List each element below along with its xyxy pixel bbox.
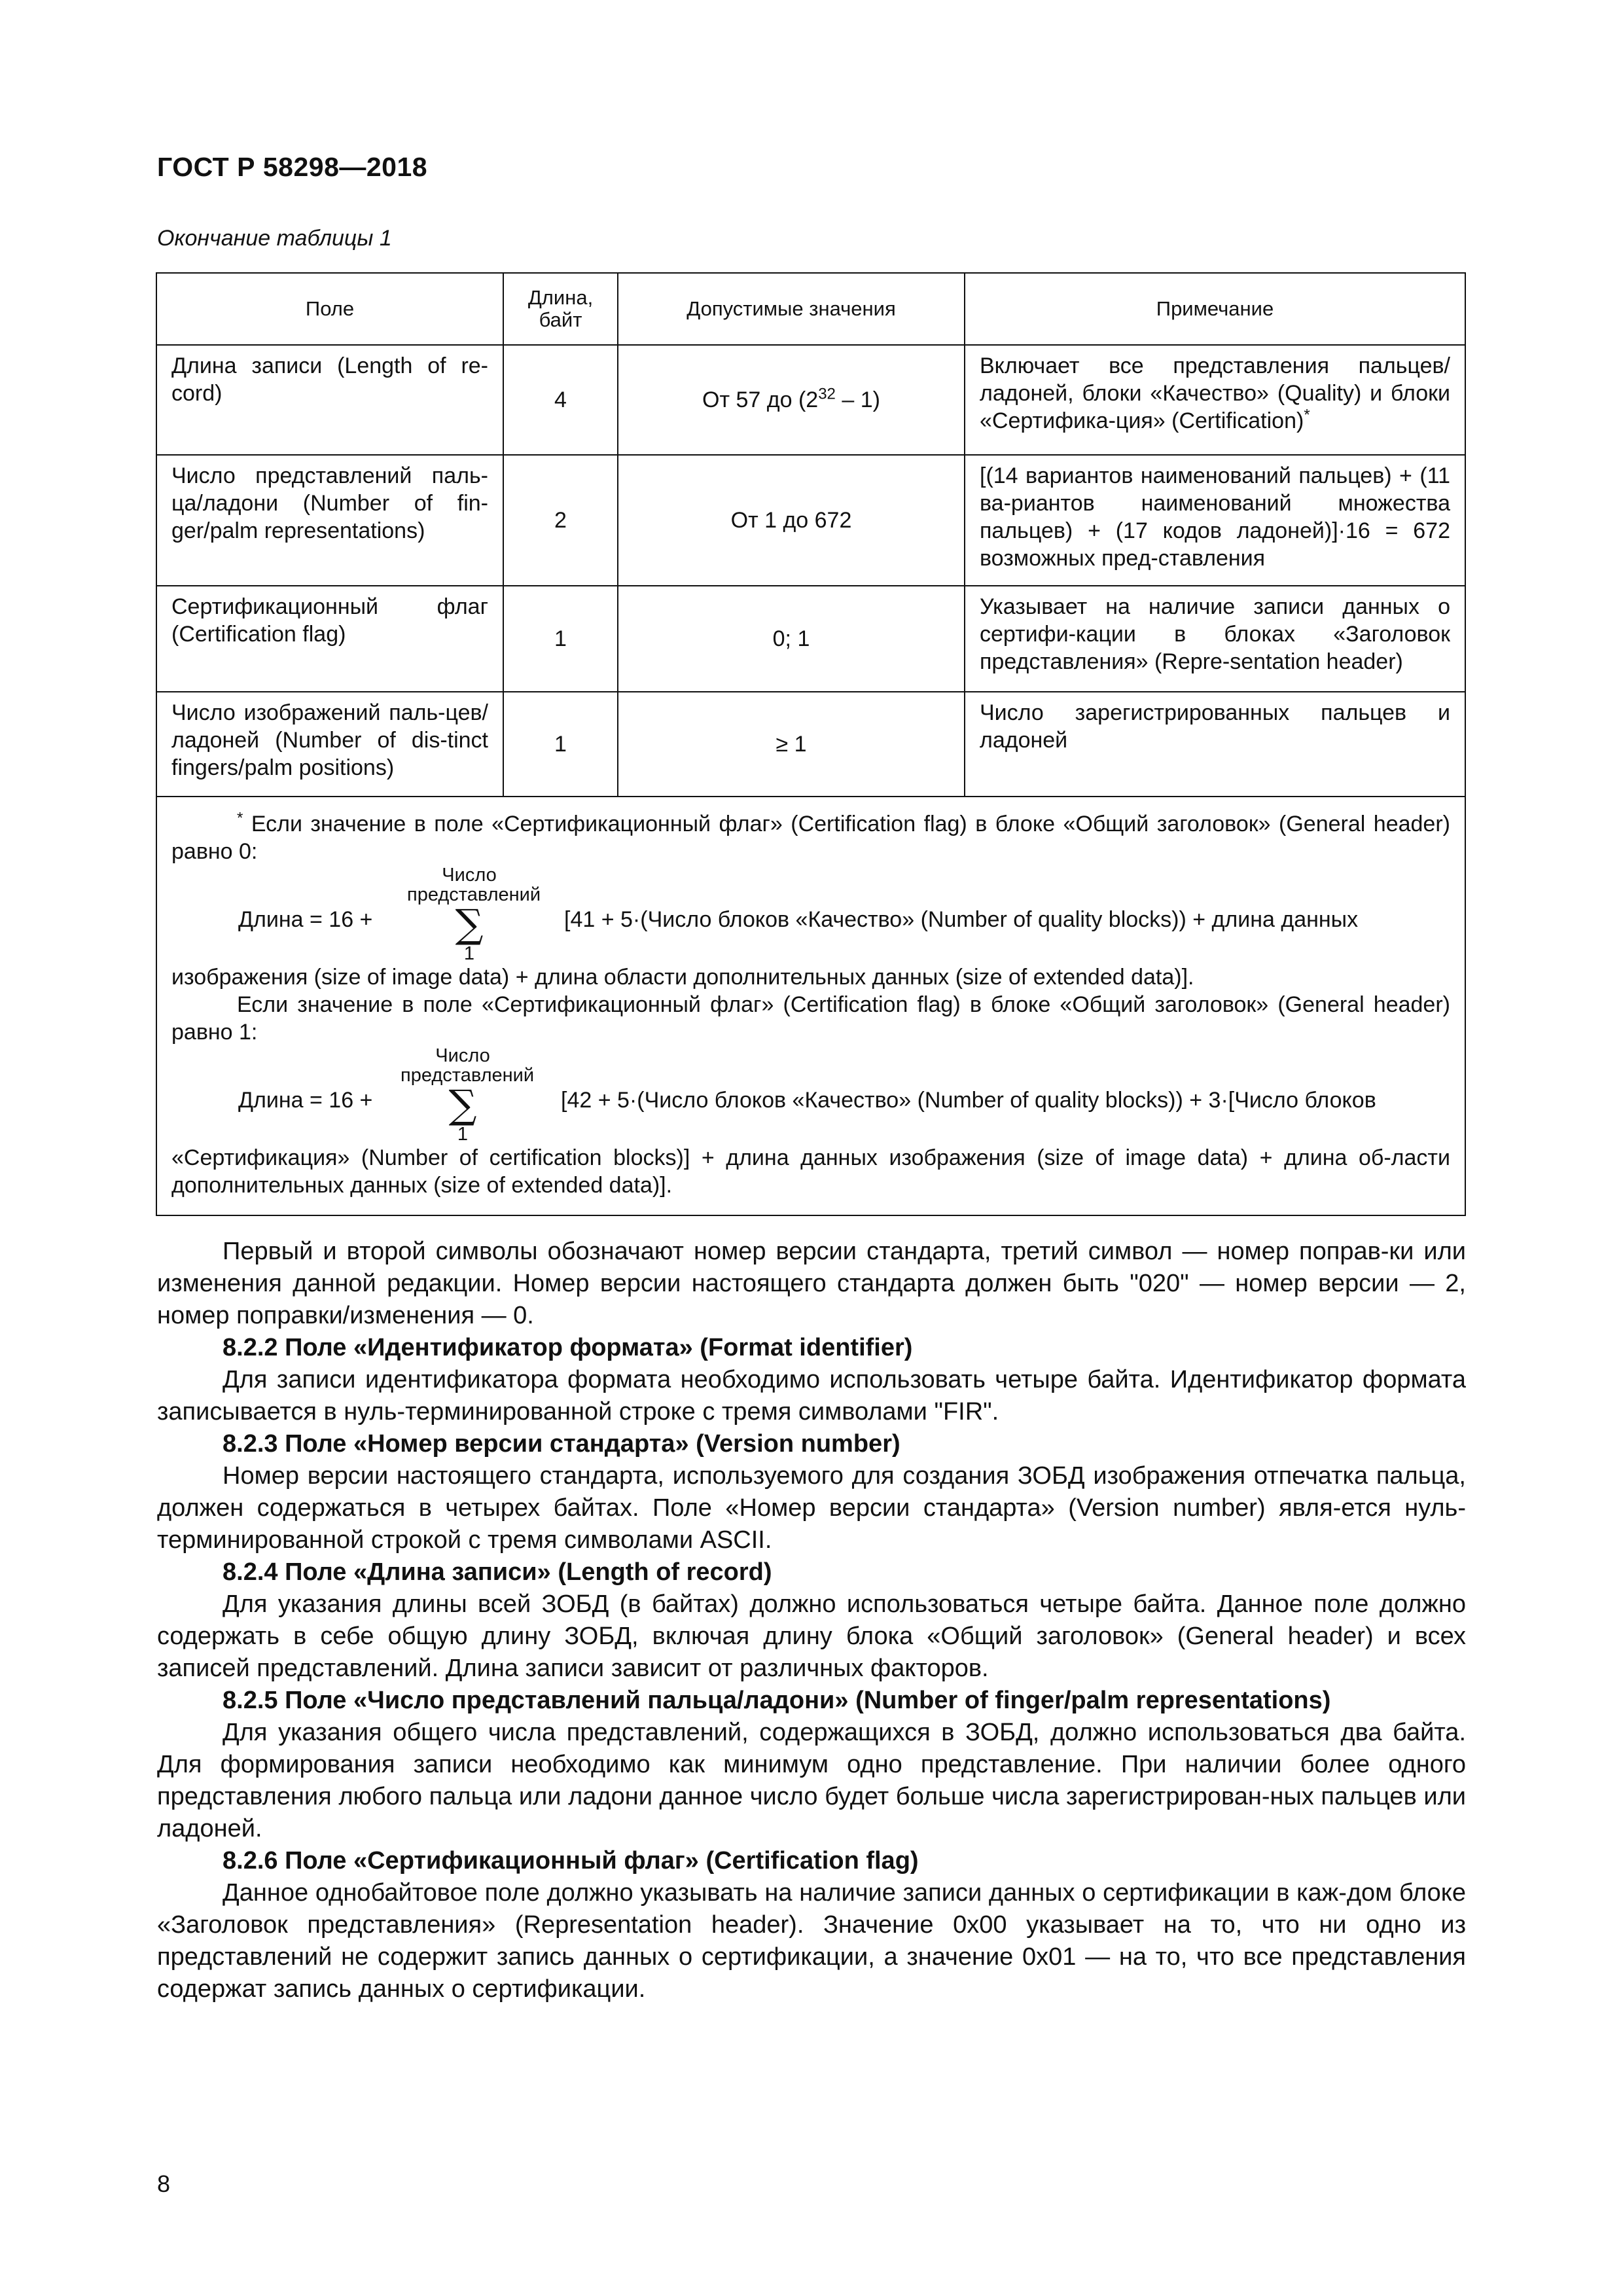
- table-row: [156, 455, 1465, 586]
- values-base: От 57 до (2: [702, 387, 819, 412]
- column-header-values: Допустимые значения: [618, 273, 965, 345]
- column-header-note: Примечание: [965, 273, 1465, 345]
- values-tail: – 1): [835, 387, 880, 412]
- sum-operator: Число представлений ∑ 1: [407, 865, 541, 964]
- cell-length: 4: [503, 345, 618, 455]
- cell-length: 1: [503, 692, 618, 797]
- table-row: [156, 692, 1465, 797]
- cell-length: 1: [503, 586, 618, 692]
- cell-values: ≥ 1: [618, 692, 965, 797]
- section-8-2-3-title: 8.2.3 Поле «Номер версии стандарта» (Version number): [223, 1430, 901, 1458]
- section-8-2-6-title: 8.2.6 Поле «Сертификационный флаг» (Certification flag): [223, 1847, 919, 1874]
- paragraph-intro: Первый и второй символы обозначают номер версии стандарта, третий символ — номер поправ-ки или изменения данной редакции. Номер версии настоящего стандарта должен быть "020" — номер версии — 2, номер поправки/изменения — 0.: [157, 1238, 1466, 1329]
- table-1: [156, 272, 1466, 1216]
- section-8-2-2-text: Для записи идентификатора формата необходимо использовать четыре байта. Идентификатор формата записывается в нуль-терминированной строке с тремя символами "FIR".: [157, 1366, 1466, 1426]
- section-8-2-4-text: Для указания длины всей ЗОБД (в байтах) должно использоваться четыре байта. Данное поле должно содержать в себе общую длину ЗОБД, включая длину блока «Общий заголовок» (General header) и всех записей представлений. Длина записи зависит от различных факторов.: [157, 1590, 1466, 1682]
- cell-note: [(14 вариантов наименований пальцев) + (11 ва-риантов наименований множества пальцев) + (17 кодов ладоней)]·16 = 672 возможных пред-ставления: [980, 463, 1450, 571]
- body-text: [157, 1236, 1466, 2005]
- sum-symbol: ∑: [455, 901, 484, 947]
- note-text: Включает все представления пальцев/ладоней, блоки «Качество» (Quality) и блоки «Сертифика-ция» (Certification): [980, 353, 1450, 433]
- footnote-mark: *: [237, 809, 243, 827]
- formula-2-left: Длина = 16 +: [238, 1088, 373, 1113]
- footnote-mark: *: [1304, 406, 1310, 424]
- table-row: [156, 586, 1465, 692]
- table-caption: Окончание таблицы 1: [157, 226, 392, 251]
- cell-values: От 1 до 672: [618, 455, 965, 586]
- column-header-field: Поле: [156, 273, 503, 345]
- cell-field: Число изображений паль-цев/ладоней (Number of dis-tinct fingers/palm positions): [171, 700, 488, 780]
- formula-2-right: [42 + 5·(Число блоков «Качество» (Number of quality blocks)) + 3·[Число блоков: [561, 1088, 1376, 1113]
- cell-values: [618, 345, 965, 455]
- formula-2-continuation: «Сертификация» (Number of certification blocks)] + длина данных изображения (size of image data) + длина об-ласти дополнительных данных (size of extended data)].: [171, 1145, 1450, 1198]
- cell-values: 0; 1: [618, 586, 965, 692]
- column-header-length: Длина, байт: [503, 273, 618, 345]
- table-header-row: [156, 273, 1465, 345]
- table-footnote-row: [156, 797, 1465, 1215]
- section-8-2-4-title: 8.2.4 Поле «Длина записи» (Length of record): [223, 1558, 772, 1586]
- document-title: ГОСТ Р 58298—2018: [157, 152, 428, 182]
- section-8-2-6-text: Данное однобайтовое поле должно указывать на наличие записи данных о сертификации в каж-дом блоке «Заголовок представления» (Representation header). Значение 0x00 указывает на то, что ни одно из представлений не содержит запись данных о сертификации, а значение 0x01 — на то, что все представления содержат запись данных о сертификации.: [157, 1879, 1466, 2003]
- formula-2: [171, 1046, 1450, 1144]
- cell-field: Длина записи (Length of re-cord): [171, 353, 488, 406]
- cell-field: Число представлений паль-ца/ладони (Number of fin-ger/palm representations): [171, 463, 488, 543]
- cell-field: Сертификационный флаг (Certification flag): [171, 594, 488, 647]
- table-footnote: [156, 797, 1465, 1215]
- formula-1-right: [41 + 5·(Число блоков «Качество» (Number of quality blocks)) + длина данных: [564, 907, 1359, 932]
- page-number: 8: [157, 2170, 171, 2197]
- section-8-2-5-text: Для указания общего числа представлений, содержащихся в ЗОБД, должно использоваться два байта. Для формирования записи необходимо как минимум одно представление. При наличии более одного представления любого пальца или ладони данное число будет больше числа зарегистрирован-ных пальцев или ладоней.: [157, 1719, 1466, 1842]
- table-row: [156, 345, 1465, 455]
- cell-note: Число зарегистрированных пальцев и ладоней: [980, 700, 1450, 753]
- cell-length: 2: [503, 455, 618, 586]
- formula-1-left: Длина = 16 +: [238, 907, 373, 932]
- formula-1: [171, 865, 1450, 963]
- cell-note: Указывает на наличие записи данных о сертифи-кации в блоках «Заголовок представления» (Repre-sentation header): [980, 594, 1450, 674]
- sum-symbol: ∑: [448, 1082, 477, 1128]
- cell-note: [965, 346, 1465, 446]
- footnote-paragraph-1: * Если значение в поле «Сертификационный флаг» (Certification flag) в блоке «Общий заголовок» (General header) равно 0:: [171, 809, 1450, 864]
- section-8-2-5-title: 8.2.5 Поле «Число представлений пальца/ладони» (Number of finger/palm representations): [223, 1687, 1331, 1714]
- section-8-2-2-title: 8.2.2 Поле «Идентификатор формата» (Format identifier): [223, 1334, 913, 1361]
- formula-1-continuation: изображения (size of image data) + длина области дополнительных данных (size of extended data)].: [171, 965, 1194, 990]
- section-8-2-3-text: Номер версии настоящего стандарта, используемого для создания ЗОБД изображения отпечатка пальца, должен содержаться в четырех байтах. Поле «Номер версии стандарта» (Version number) явля-ется нуль-терминированной строкой с тремя символами ASCII.: [157, 1462, 1466, 1554]
- sum-operator: Число представлений ∑ 1: [401, 1045, 535, 1145]
- values-exponent: 32: [818, 385, 836, 403]
- footnote-paragraph-2: Если значение в поле «Сертификационный флаг» (Certification flag) в блоке «Общий заголовок» (General header) равно 1:: [171, 992, 1450, 1045]
